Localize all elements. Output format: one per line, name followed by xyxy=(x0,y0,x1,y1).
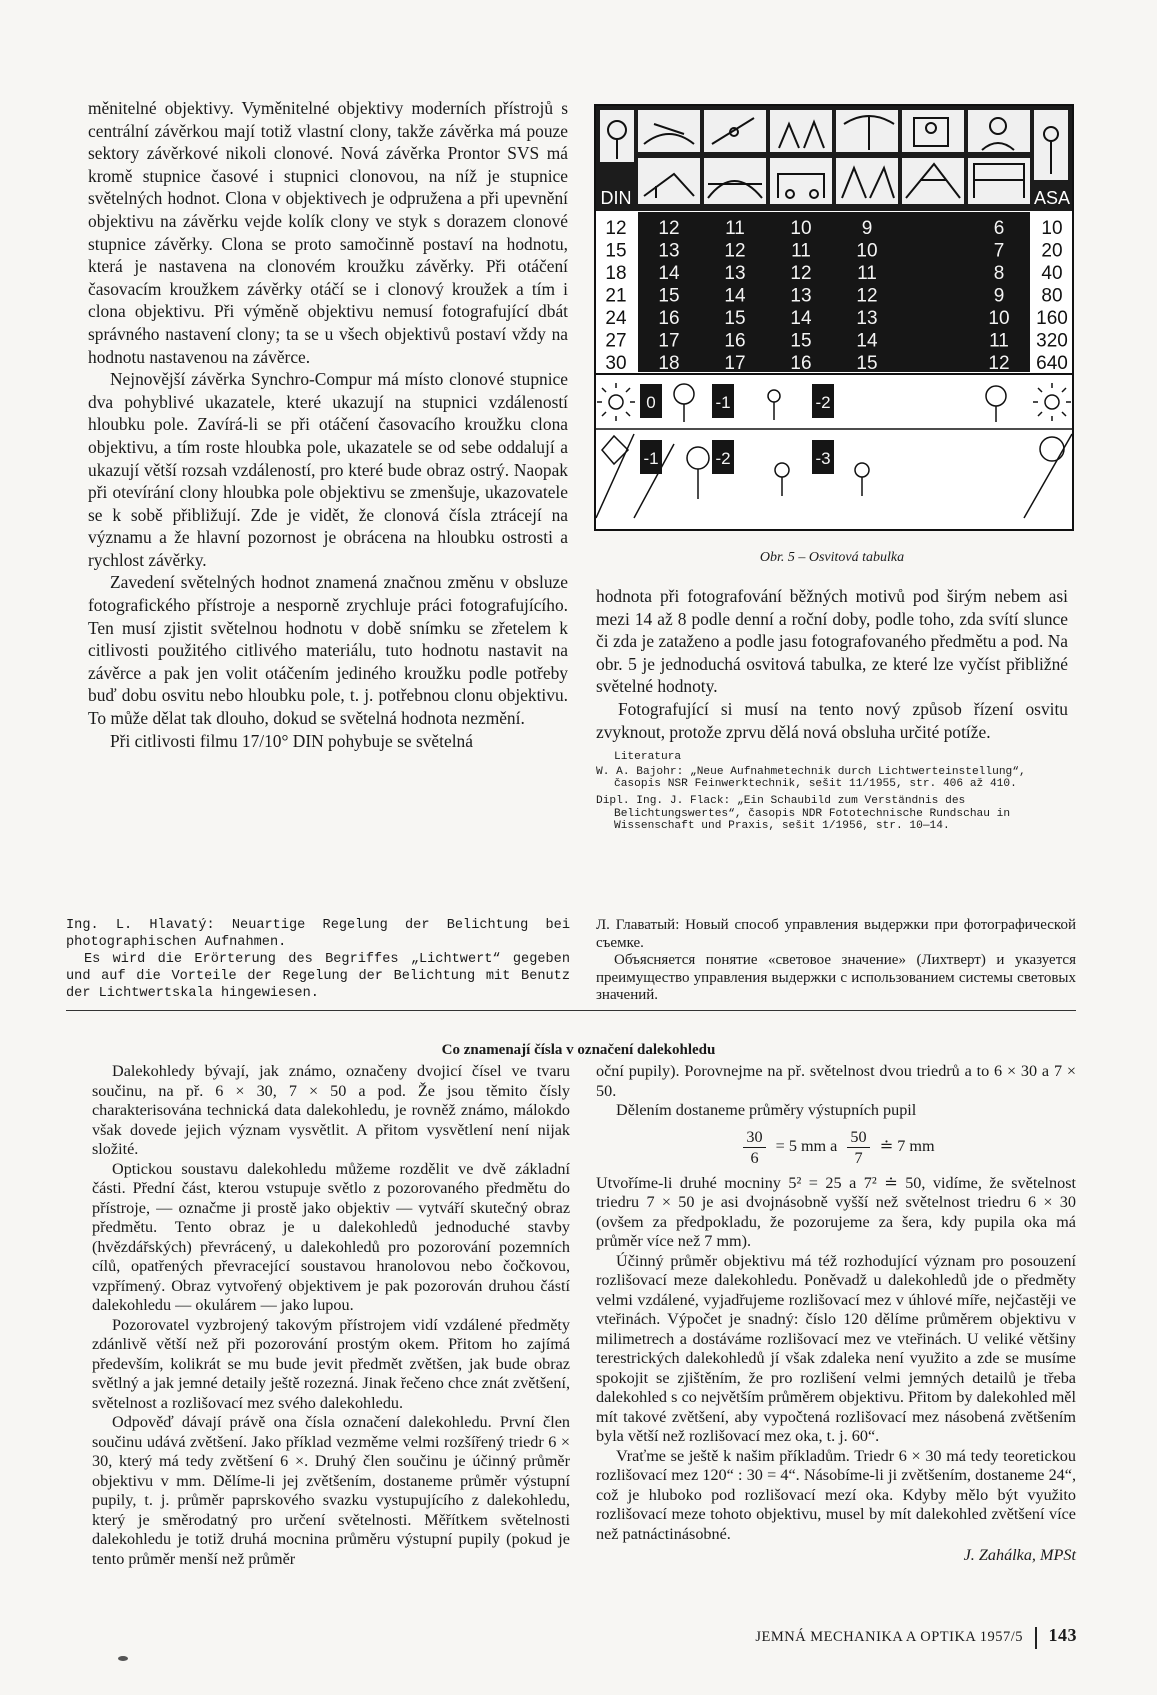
summary-german xyxy=(66,917,570,1002)
asa-value: 40 xyxy=(1041,263,1063,284)
left-paragraph: Zavedení světelných hodnot znamená značnou změnu v obsluze fotografického přístroje a nesporně zrychluje práci fotografujícího. Ten musí zjistit světelnou hodnotu v době snímku se zřetelem k citlivosti použitého citlivého materiálu, tuto hodnotu nastavit na závěrce a pak jen volit otáčením jediného kroužku podle potřeby buď dobu osvitu nebo hloubku pole, t. j. potřebnou clonu objektivu. To může dělat tak dlouho, dokud se světelná hodnota nezmění. xyxy=(88,572,568,729)
light-value-cell: 14 xyxy=(790,308,812,329)
light-value-cell: 12 xyxy=(988,353,1010,374)
asa-value: 160 xyxy=(1036,308,1068,329)
light-value-cell: 12 xyxy=(724,240,746,262)
light-value-cell: 17 xyxy=(724,353,746,374)
section-divider xyxy=(66,1010,1076,1011)
article-title: Co znamenají čísla v označení dalekohledu xyxy=(441,1042,716,1058)
light-value-cell: 11 xyxy=(989,330,1009,352)
light-value-cell: 9 xyxy=(993,285,1005,307)
correction-value: -2 xyxy=(715,449,731,468)
asa-value: 20 xyxy=(1041,240,1063,262)
summary-de-text: Es wird die Erörterung des Begriffes „Lichtwert“ gegeben und auf die Vorteile der Regelung der Belichtung mit Benutz der Lichtwertskala hingewiesen. xyxy=(66,952,570,1001)
light-value-cell: 18 xyxy=(658,353,680,374)
literature-heading: Literatura xyxy=(614,751,682,764)
light-value-cell: 13 xyxy=(724,263,746,284)
light-value-cell: 12 xyxy=(856,285,878,307)
light-value-cell: 14 xyxy=(724,285,746,307)
asa-label: ASA xyxy=(1033,188,1071,208)
correction-value: -3 xyxy=(815,449,831,468)
values-block xyxy=(638,212,1030,372)
exposure-table-figure xyxy=(594,104,1074,531)
summary-de-title: Ing. L. Hlavatý: Neuartige Regelung der Belichtung bei photographischen Aufnahmen. xyxy=(66,918,570,950)
article-paragraph: Dalekohledy bývají, jak známo, označeny dvojicí čísel ve tvaru součinu, na př. 6 × 30, 7 × 50 a pod. Že jsou těmito čísly charakterisována technická data dalekohledu, je rovněž známo, málokdo však dovede jejich význam vysvětlit. A přitom vysvětlení není nijak složité. xyxy=(92,1062,570,1158)
literature xyxy=(596,751,1068,833)
din-value: 27 xyxy=(605,330,627,352)
scene-pictograms xyxy=(596,106,1072,211)
print-speck xyxy=(118,1656,128,1661)
left-paragraph: Nejnovější závěrka Synchro-Compur má místo clonové stupnice dva pohyblivé ukazatele, které ukazují na stupnici vzdáleností hloubku pole. Zavírá-li se při otáčení časovacího kroužku clona objektivu, a tím roste hloubka pole, ukazatele se od sebe oddalují a ukazují větší rozsah vzdáleností, pro které bude obraz ostrý. Naopak při otevírání clony hloubka pole objektivu se zmenšuje, ukazovatele se k sobě přibližují. Zde je vidět, že clonová čísla ztrácejí na významu a že hlavní pozornost je obrácena na hloubku ostrosti a rychlost závěrky. xyxy=(88,369,568,570)
light-value-cell: 16 xyxy=(724,330,746,352)
fraction xyxy=(847,1127,869,1168)
left-paragraph: Při citlivosti filmu 17/10° DIN pohybuje se světelná xyxy=(110,730,473,751)
din-value: 12 xyxy=(605,218,627,239)
light-value-cell: 15 xyxy=(790,330,812,352)
left-paragraph: měnitelné objektivy. Vyměnitelné objektivy moderních přístrojů s centrální závěrkou mají totiž vlastní clony, takže závěrka má pouze sektory závěrkové nikoli clonové. Nová závěrka Prontor SVS má kromě stupnice časové i stupnici clonovou, na níž je stupnice světelných hodnot. Clona v objektivech je odpružena a při upevnění objektivu na závěrku vejde kolík clony ve styk s dorazem clonové stupnice závěrky. Clona se proto samočinně postaví na hodnotu, která je nastavena na clonovém kroužku závěrky. Při otáčení časovacím kroužkem závěrky otáčí se i clonový kroužek a tím i clona objektivu. Při výměně objektivu nemusí fotografující dbát správného nastavení clony; ta se u všech objektivů postaví vždy na hodnotu nastavenou na závěrce. xyxy=(88,98,568,367)
light-value-cell: 13 xyxy=(856,308,878,329)
equation xyxy=(596,1127,1076,1168)
fraction xyxy=(743,1127,765,1168)
right-paragraph: hodnota při fotografování běžných motivů pod širým nebem asi mezi 14 až 8 podle denní a roční doby, podle toho, zda svítí slunce či zda je zataženo a podle jasu fotografovaného předmětu a pod. Na obr. 5 je jednoduchá osvitová tabulka, ze které lze vyčíst přibližné světelné hodnoty. xyxy=(596,586,1068,697)
article-left-column xyxy=(92,1062,570,1569)
din-label: DIN xyxy=(600,188,632,208)
page-number: 143 xyxy=(1048,1625,1077,1645)
light-value-cell: 7 xyxy=(993,240,1005,262)
din-value: 18 xyxy=(605,263,627,284)
correction-value: -1 xyxy=(643,449,659,468)
summary-ru-text: Объясняется понятие «световое значение» (Лихтверт) и указуется преимущество управления выдержки с использованием системы световых значений. xyxy=(596,952,1076,1003)
journal-name: JEMNÁ MECHANIKA A OPTIKA 1957/5 xyxy=(755,1629,1023,1645)
light-value-cell: 13 xyxy=(658,240,680,262)
correction-value: 0 xyxy=(646,393,656,412)
article-paragraph: Vraťme se ještě k našim příkladům. Triedr 6 × 30 má tedy teoretickou rozlišovací mez 120“ : 30 = 4“. Násobíme-li ji zvětšením, dostaneme 24“, což je hluboko pod rozlišovací mezí oka. Kdyby mělo být využito rozlišovací meze tohoto objektivu, musel by mít dalekohled zvětšení více než patnáctinásobné. xyxy=(596,1446,1076,1543)
light-value-cell: 11 xyxy=(791,240,811,262)
article-paragraph: Utvoříme-li druhé mocniny 5² = 25 a 7² ≐ 50, vidíme, že světelnost triedru 7 × 50 je asi dvojnásobně vyšší než světelnost triedru 6 × 30 (ovšem za předpokladu, že pozorujeme za šera, kdy pupila oka má průměr více než 7 mm). xyxy=(596,1173,1076,1250)
numerator: 30 xyxy=(743,1127,765,1148)
reference-item: Dipl. Ing. J. Flack: „Ein Schaubild zum Verständnis des Belichtungswertes“, časopis NDR Fototechnische Rundschau in Wissenschaft und Praxis, sešit 1/1956, str. 10—14. xyxy=(596,794,1011,833)
light-value-cell: 14 xyxy=(856,330,878,352)
denominator: 7 xyxy=(854,1148,863,1167)
light-value-cell: 15 xyxy=(856,353,878,374)
din-value: 21 xyxy=(605,285,627,307)
light-value-cell: 16 xyxy=(790,353,812,374)
summary-ru-title: Л. Главатый: Новый способ управления выдержки при фотографической съемке. xyxy=(596,917,1076,951)
article-paragraph: Pozorovatel vyzbrojený takovým přístrojem vidí vzdálené předměty zdánlivě větší než při pozorování prostým okem. Přitom ho zajímá především, kolikrát se mu bude jevit předmět zvětšen, jak bude obraz světlný a jak jemné detaily ještě rozezná. Jinak řečeno chce znát zvětšení, světelnost a rozlišovací mez svého dalekohledu. xyxy=(92,1315,570,1412)
asa-value: 320 xyxy=(1036,330,1068,352)
reference-item: W. A. Bajohr: „Neue Aufnahmetechnik durch Lichtwerteinstellung“, časopis NSR Feinwerktechnik, sešit 11/1955, str. 406 až 410. xyxy=(596,765,1026,791)
article-paragraph: oční pupily). Porovnejme na př. světelnost dvou triedrů a to 6 × 30 a 7 × 50. xyxy=(596,1062,1076,1100)
light-value-cell: 8 xyxy=(993,263,1005,284)
article-right-column xyxy=(596,1062,1076,1566)
light-value-cell: 12 xyxy=(790,263,812,284)
right-paragraph: Fotografující si musí na tento nový způsob řízení osvitu zvyknout, protože zprvu dělá nová obsluha určité potíže. xyxy=(596,698,1068,742)
article-paragraph: Účinný průměr objektivu má též rozhodující význam pro posouzení rozlišovací meze dalekohledu. Poněvadž u dalekohledů jde o předměty velmi vzdálené, vyjadřujeme rozlišovací mez v úhlové míře, nejčastěji ve vteřinách. Výpočet je snadný: číslo 120 dělíme průměrem objektivu v milimetrech a dostáváme rozlišovací mez ve vteřinách. U veliké většiny terestrických dalekohledů jí však zdaleka není využito a zde se musíme spokojit se zjištěním, že pro rozlišení velmi jemných detailů je třeba dalekohled s co největším průměrem objektivu. Přitom by dalekohled měl mít takové zvětšení, aby vypočtená rozlišovací mez násobená zvětšením byla větší než rozlišovací mez oka, t. j. 60“. xyxy=(596,1251,1076,1445)
equation-text: ≐ 7 mm xyxy=(879,1136,935,1155)
footer-divider xyxy=(1035,1627,1037,1649)
article-paragraph: Odpověď dávají právě ona čísla označení dalekohledu. První člen součinu udává zvětšení. Jako příklad vezměme velmi rozšířený triedr 6 × 30, který má tedy zvětšení 6 ×. Druhý člen součinu je účinný průměr objektivu v mm. Dělíme-li jej zvětšením, dostaneme průměr výstupní pupily, t. j. průměr paprskového svazku vystupujícího z dalekohledu, který je směrodatný pro určení světelnosti. Měřítkem světelnosti dalekohledu je totiž druhá mocnina průměru výstupní pupily (pokud je tento průměr menší než průměr xyxy=(92,1413,570,1568)
light-value-cell: 9 xyxy=(861,218,873,239)
light-value-cell: 13 xyxy=(790,285,812,307)
article-paragraph: Dělením dostaneme průměry výstupních pupil xyxy=(616,1101,917,1119)
light-value-cell: 12 xyxy=(658,218,680,239)
denominator: 6 xyxy=(750,1148,759,1167)
left-column xyxy=(88,97,568,752)
article-paragraph: Optickou soustavu dalekohledu můžeme rozdělit ve dvě základní části. Přední část, kterou vstupuje světlo z pozorovaného předmětu do přístroje, — označme ji prostě jako objektiv — vytváří skutečný obraz předmětu. Tento obraz je u dalekohledů jednoduché stavby (hvězdářských) převrácený, u dalekohledů pro pozorování pozemních cílů, opatřených převracející soustavou hranolovou nebo čočkovou, vzpřímený. Obraz vytvořený objektivem je pak pozorován druhou částí dalekohledu — okulárem — jako lupou. xyxy=(92,1159,570,1314)
asa-value: 80 xyxy=(1041,285,1063,307)
correction-value: -2 xyxy=(815,393,831,412)
summary-russian xyxy=(596,917,1076,1005)
light-value-cell: 17 xyxy=(658,330,680,352)
light-value-cell: 11 xyxy=(725,218,745,239)
light-value-cell: 10 xyxy=(988,308,1010,329)
light-value-cell: 15 xyxy=(658,285,680,307)
light-value-cell: 14 xyxy=(658,263,680,284)
light-value-cell: 6 xyxy=(993,218,1005,239)
light-value-cell: 11 xyxy=(857,263,877,284)
correction-value: -1 xyxy=(715,393,731,412)
figure-caption: Obr. 5 – Osvitová tabulka xyxy=(759,550,905,565)
asa-value: 640 xyxy=(1036,353,1068,374)
light-value-cell: 10 xyxy=(856,240,878,262)
page-footer xyxy=(755,1625,1077,1649)
author-signature: J. Zahálka, MPSt xyxy=(963,1546,1076,1564)
din-value: 24 xyxy=(605,308,627,329)
asa-value: 10 xyxy=(1041,218,1063,239)
light-value-cell: 15 xyxy=(724,308,746,329)
right-column xyxy=(596,585,1068,837)
light-value-cell: 10 xyxy=(790,218,812,239)
din-value: 30 xyxy=(605,353,627,374)
din-value: 15 xyxy=(605,240,627,262)
equation-text: = 5 mm a xyxy=(775,1136,838,1155)
light-value-cell: 16 xyxy=(658,308,680,329)
numerator: 50 xyxy=(847,1127,869,1148)
